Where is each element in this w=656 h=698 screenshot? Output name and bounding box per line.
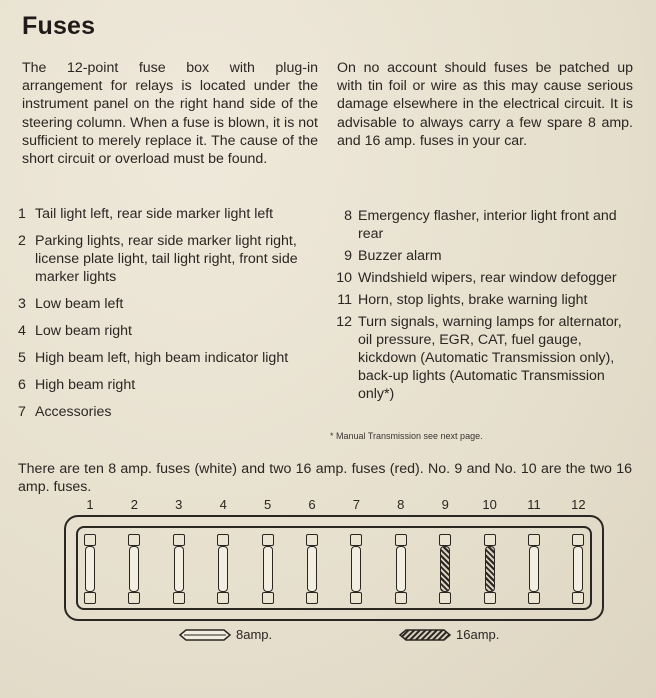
fuse-item-text: High beam right — [35, 377, 136, 393]
fuse-item — [18, 376, 318, 394]
fuse-clip-bottom — [439, 592, 451, 604]
fuse-clip-bottom — [84, 592, 96, 604]
fuse-item — [332, 313, 632, 403]
fuse-item — [332, 269, 632, 287]
fuse-number-label: 4 — [219, 497, 227, 512]
fuse-item-number: 10 — [336, 270, 352, 286]
fuse-clip-bottom — [173, 592, 185, 604]
legend-16amp-label: 16amp. — [456, 627, 500, 643]
fuse-clip-bottom — [217, 592, 229, 604]
fuse-item-text: Emergency flasher, interior light front and rear — [358, 208, 617, 242]
fuse-16amp — [439, 534, 451, 604]
fuse-clip-top — [572, 534, 584, 546]
fuse-8amp-icon — [178, 628, 232, 642]
fuse-clip-top — [350, 534, 362, 546]
fuse-number-label: 3 — [175, 497, 183, 512]
fuse-body — [129, 546, 139, 592]
fuse-item-number: 4 — [18, 323, 26, 339]
fuse-body — [85, 546, 95, 592]
fuse-item — [18, 295, 318, 313]
fuse-item-text: Windshield wipers, rear window defogger — [358, 270, 617, 286]
footnote: * Manual Transmission see next page. — [330, 431, 483, 441]
fuse-item — [18, 322, 318, 340]
fuse-box-diagram — [64, 497, 604, 632]
fuse-clip-top — [173, 534, 185, 546]
fuse-8amp — [306, 534, 318, 604]
fuse-8amp — [217, 534, 229, 604]
fuse-body — [351, 546, 361, 592]
fuse-8amp — [528, 534, 540, 604]
fuse-item — [332, 247, 632, 265]
fuse-item-text: Accessories — [35, 404, 112, 420]
fuse-item-text: Parking lights, rear side marker light right, license plate light, tail light right, front side marker lights — [35, 233, 298, 285]
fuse-box-inner-frame — [76, 526, 592, 610]
fuse-item — [18, 205, 318, 223]
fuse-clip-top — [484, 534, 496, 546]
fuse-list-left — [18, 205, 318, 421]
fuse-number-label: 2 — [130, 497, 138, 512]
fuse-body — [174, 546, 184, 592]
intro-paragraph-left: The 12-point fuse box with plug-in arrangement for relays is located under the instrument panel on the right hand side of the steering column. When a fuse is blown, it is not sufficient to merely replace it. The cause of the short circuit or overload must be found. — [22, 60, 318, 168]
fuse-item-number: 7 — [18, 404, 26, 420]
fuse-item-text: Tail light left, rear side marker light left — [35, 206, 274, 222]
fuse-clip-bottom — [528, 592, 540, 604]
intro-paragraph-right: On no account should fuses be patched up with tin foil or wire as this may cause serious damage elsewhere in the electrical circuit. It is advisable to always carry a few spare 8 amp. and 16 amp. fuses in your car. — [337, 60, 633, 149]
fuse-number-label: 11 — [527, 497, 541, 512]
legend-8amp-label: 8amp. — [236, 627, 273, 643]
fuse-clip-bottom — [395, 592, 407, 604]
fuse-body — [440, 546, 450, 592]
fuse-8amp — [84, 534, 96, 604]
fuse-item-text: Low beam left — [35, 296, 124, 312]
fuse-item-number: 5 — [18, 350, 26, 366]
fuse-16amp — [484, 534, 496, 604]
fuse-item-text: High beam left, high beam indicator light — [35, 350, 289, 366]
fuse-body — [263, 546, 273, 592]
fuse-item-number: 6 — [18, 377, 26, 393]
fuse-clip-top — [217, 534, 229, 546]
fuse-clip-bottom — [484, 592, 496, 604]
fuse-item-number: 2 — [18, 233, 26, 249]
legend-8amp — [178, 626, 272, 646]
fuse-number-label: 6 — [308, 497, 316, 512]
fuse-number-label: 7 — [352, 497, 360, 512]
fuse-item — [332, 291, 632, 309]
fuse-body — [573, 546, 583, 592]
fuse-item-number: 9 — [344, 248, 352, 264]
page-title: Fuses — [22, 12, 96, 40]
fuse-item — [18, 403, 318, 421]
fuse-clip-top — [395, 534, 407, 546]
fuse-body — [529, 546, 539, 592]
fuse-clip-bottom — [262, 592, 274, 604]
legend-16amp — [398, 626, 499, 646]
fuse-clip-top — [262, 534, 274, 546]
fuse-body — [396, 546, 406, 592]
fuse-clip-top — [439, 534, 451, 546]
fuse-item-text: Buzzer alarm — [358, 248, 442, 264]
fuse-clip-top — [306, 534, 318, 546]
fuse-number-label: 9 — [441, 497, 449, 512]
fuse-number-label: 10 — [482, 497, 497, 512]
fuse-body — [485, 546, 495, 592]
fuse-item-number: 11 — [337, 292, 352, 308]
summary-paragraph: There are ten 8 amp. fuses (white) and two 16 amp. fuses (red). No. 9 and No. 10 are the two 16 amp. fuses. — [18, 461, 632, 496]
fuse-clip-bottom — [306, 592, 318, 604]
fuse-item-number: 3 — [18, 296, 26, 312]
fuse-item-number: 8 — [344, 208, 352, 224]
fuse-8amp — [173, 534, 185, 604]
fuse-number-label: 1 — [86, 497, 94, 512]
fuse-item — [18, 232, 318, 286]
fuse-clip-top — [84, 534, 96, 546]
fuse-item-text: Horn, stop lights, brake warning light — [358, 292, 588, 308]
fuse-item-text: Low beam right — [35, 323, 132, 339]
fuse-clip-bottom — [350, 592, 362, 604]
fuse-number-label: 5 — [263, 497, 272, 512]
fuse-8amp — [350, 534, 362, 604]
fuse-clip-top — [528, 534, 540, 546]
fuse-16amp-icon — [398, 628, 452, 642]
fuse-item — [18, 349, 318, 367]
fuse-item-text: Turn signals, warning lamps for alternator, oil pressure, EGR, CAT, fuel gauge, kickdown (Automatic Transmission only), back-up lights (Automatic Transmission only*) — [358, 314, 622, 402]
fuse-body — [307, 546, 317, 592]
fuse-item-number: 12 — [336, 314, 352, 330]
fuse-clip-top — [128, 534, 140, 546]
fuse-list-right — [332, 207, 632, 403]
fuse-8amp — [572, 534, 584, 604]
fuse-number-label: 8 — [397, 497, 405, 512]
fuse-item — [332, 207, 632, 243]
fuse-8amp — [128, 534, 140, 604]
fuse-clip-bottom — [128, 592, 140, 604]
fuse-8amp — [262, 534, 274, 604]
fuse-item-number: 1 — [18, 206, 26, 222]
fuse-number-label: 12 — [571, 497, 586, 512]
fuse-body — [218, 546, 228, 592]
fuse-clip-bottom — [572, 592, 584, 604]
fuse-8amp — [395, 534, 407, 604]
